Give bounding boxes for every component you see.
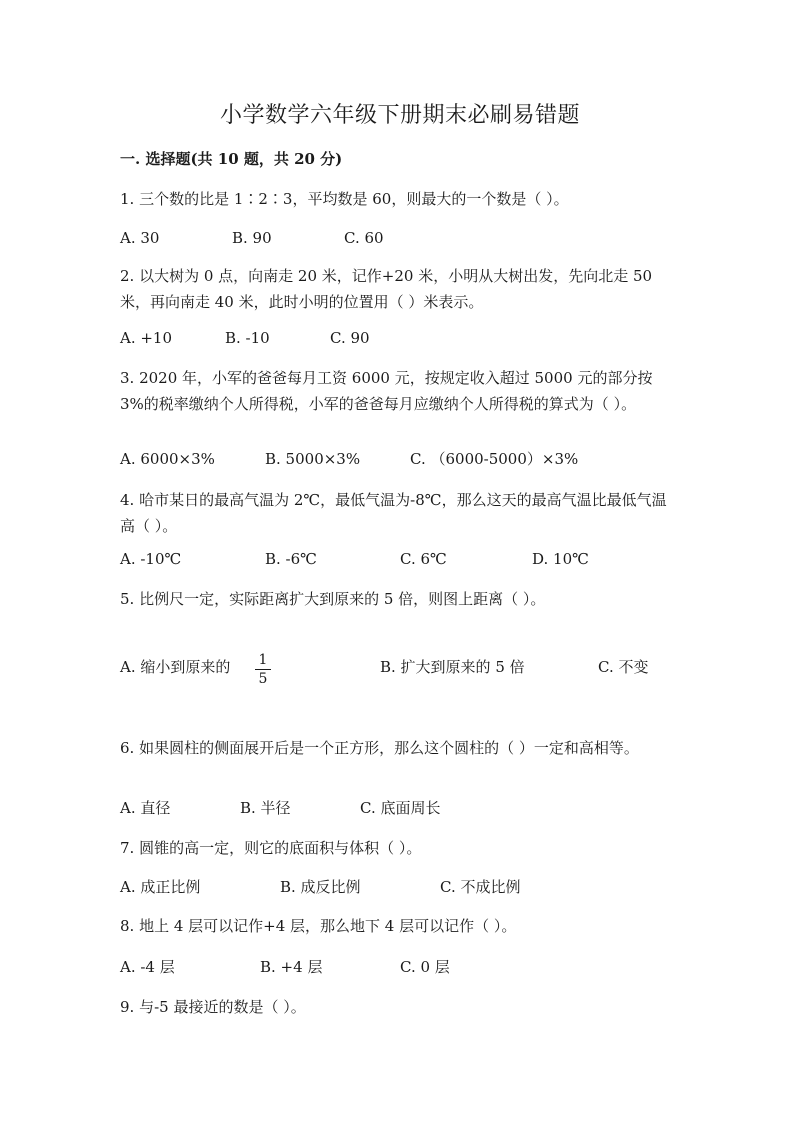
q4-option-c[interactable]: C. 6℃ (400, 550, 447, 568)
q5-option-a[interactable]: A. 缩小到原来的 (120, 658, 231, 676)
q2-option-c[interactable]: C. 90 (330, 329, 370, 347)
q3-option-c[interactable]: C. （6000-5000）×3% (410, 450, 579, 468)
q4-option-d[interactable]: D. 10℃ (532, 550, 589, 568)
question-9: 9. 与-5 最接近的数是（ ）。 (120, 998, 306, 1016)
q4-option-a[interactable]: A. -10℃ (120, 550, 182, 568)
q7-option-b[interactable]: B. 成反比例 (280, 878, 361, 896)
q5-option-a-fraction (255, 652, 271, 687)
q6-option-b[interactable]: B. 半径 (240, 799, 291, 817)
question-2: 2. 以大树为 0 点，向南走 20 米，记作+20 米，小明从大树出发，先向北走 50 米，再向南走 40 米，此时小明的位置用（ ）米表示。 (120, 267, 653, 311)
q1-option-b[interactable]: B. 90 (232, 229, 272, 247)
question-7: 7. 圆锥的高一定，则它的底面积与体积（ ）。 (120, 839, 422, 857)
fraction-bar (255, 669, 271, 670)
q6-option-c[interactable]: C. 底面周长 (360, 799, 441, 817)
q8-option-c[interactable]: C. 0 层 (400, 958, 450, 976)
fraction-numerator: 1 (258, 652, 268, 668)
q7-option-c[interactable]: C. 不成比例 (440, 878, 521, 896)
q6-option-a[interactable]: A. 直径 (120, 799, 171, 817)
q1-option-a[interactable]: A. 30 (120, 229, 160, 247)
question-5: 5. 比例尺一定，实际距离扩大到原来的 5 倍，则图上距离（ ）。 (120, 590, 546, 608)
question-6: 6. 如果圆柱的侧面展开后是一个正方形，那么这个圆柱的（ ）一定和高相等。 (120, 739, 639, 757)
q2-option-a[interactable]: A. +10 (120, 329, 173, 347)
q8-option-a[interactable]: A. -4 层 (120, 958, 175, 976)
page-title: 小学数学六年级下册期末必刷易错题 (219, 103, 580, 128)
question-1: 1. 三个数的比是 1∶2∶3，平均数是 60，则最大的一个数是（ ）。 (120, 190, 569, 208)
q1-option-c[interactable]: C. 60 (344, 229, 384, 247)
fraction-denominator: 5 (258, 671, 268, 687)
q3-option-a[interactable]: A. 6000×3% (120, 450, 215, 468)
q3-option-b[interactable]: B. 5000×3% (265, 450, 361, 468)
question-4: 4. 哈市某日的最高气温为 2℃，最低气温为-8℃，那么这天的最高气温比最低气温高（ ）。 (120, 491, 667, 535)
question-8: 8. 地上 4 层可以记作+4 层，那么地下 4 层可以记作（ ）。 (120, 917, 517, 935)
q5-option-b[interactable]: B. 扩大到原来的 5 倍 (380, 658, 525, 676)
section-heading: 一. 选择题(共 10 题，共 20 分) (120, 150, 343, 168)
question-3: 3. 2020 年，小军的爸爸每月工资 6000 元，按规定收入超过 5000 元的部分按 3%的税率缴纳个人所得税，小军的爸爸每月应缴纳个人所得税的算式为（ ）。 (120, 369, 653, 413)
q4-option-b[interactable]: B. -6℃ (265, 550, 317, 568)
q8-option-b[interactable]: B. +4 层 (260, 958, 323, 976)
q5-option-c[interactable]: C. 不变 (598, 658, 649, 676)
q2-option-b[interactable]: B. -10 (225, 329, 270, 347)
q7-option-a[interactable]: A. 成正比例 (120, 878, 201, 896)
